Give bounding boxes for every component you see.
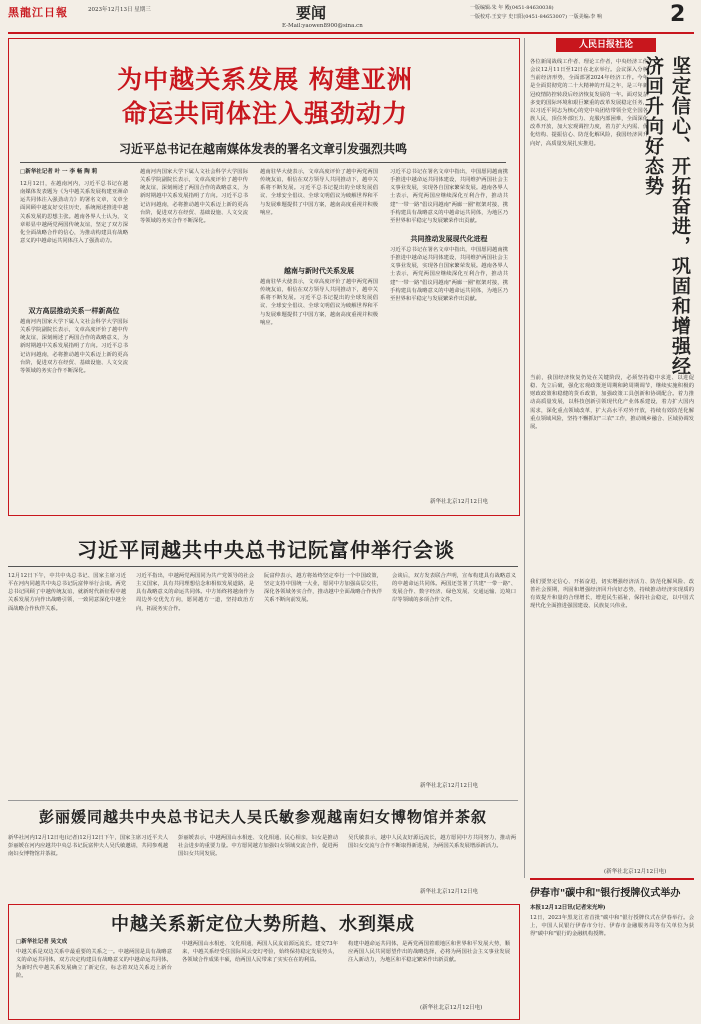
lead-col-3: 越南驻华大使表示，文章高度评价了越中两党两国传统友谊，相信在双方领导人共同推动下，越中关系将不断发展。习近平总书记提出的全球发展倡议、全球安全倡议、全球文明倡议为破解世界和平与发展难题提供了中国方案，越南高度重视并积极响应。 — [260, 169, 378, 216]
staff-line-1: 一版编辑:朱 年 殿(0451-84630038) — [470, 5, 554, 11]
story4-col-1: 中越关系是双边关系中最重要的关系之一。中越两国是具有战略意义的命运共同体，双方决定构建具有战略意义的中越命运共同体，为新时代中越关系发展确立了新定位，标志着双边关系迈上新台阶。 — [16, 949, 172, 980]
lead-subtitle-rule — [20, 162, 506, 163]
story4-byline: □新华社记者 吴文成 — [16, 939, 68, 945]
lead-subhead-2: 越南与新时代关系发展 — [284, 267, 354, 275]
page-number: 2 — [670, 2, 686, 27]
story3-col-1: 新华社河内12月12日电(记者)12月12日下午，国家主席习近平夫人彭丽媛在河内应越共中央总书记阮富仲夫人吴氏敏邀请，共同参观越南妇女博物馆并茶叙。 — [8, 835, 168, 858]
lead-col-2: 越南河内国家大学下属人文社会科学大学国际关系学院副院长表示，文章高度评价了越中传统友谊，深刻阐述了两国合作的战略意义，为新时期越中关系发展指明了方向。习近平总书记访问越南，必将推动越中关系迈上新的更高台阶，促进双方在经贸、基础设施、人文交流等领域的务实合作不断深化。 — [140, 169, 248, 224]
story2-col-3: 阮富仲表示，越方将始终坚定奉行一个中国政策，坚定支持中国统一大业，愿同中方加强高层交往，深化各领域务实合作，推动越中全面战略合作伙伴关系不断向前发展。 — [264, 573, 382, 604]
lead-subhead-3: 共同推动发展现代化进程 — [410, 235, 488, 243]
story3-title: 彭丽媛同越共中央总书记夫人吴氏敏参观越南妇女博物馆并茶叙 — [38, 808, 487, 826]
story3-col-2: 彭丽媛表示，中越两国山水相连、文化相通、民心相亲，妇女是推动社会进步的重要力量。中方愿同越方加强妇女领域交流合作，促进两国妇女共同发展。 — [178, 835, 338, 858]
story3-col-3: 吴氏敏表示，越中人民友好源远流长，越方愿同中方共同努力，推动两国妇女交流与合作不断取得新进展，为两国关系发展增添新活力。 — [348, 835, 516, 850]
section-title: 要闻 — [296, 4, 327, 22]
story2-rule — [8, 566, 518, 567]
commentary-col-1: 各位新闻战线工作者、理论工作者，中央经济工作会议12月11日至12日在北京举行。会议深入分析当前经济形势，全面部署2024年经济工作。今年是全面贯彻党的二十大精神的开局之年，是三年新冠疫情防控转段后经济恢复发展的一年。面对复杂多变的国际环境和艰巨繁重的改革发展稳定任务，以习近平同志为核心的党中央团结带领全党全国各族人民，顶住外部压力、克服内部困难，全面深化改革开放，加大宏观调控力度，着力扩大内需、优化结构、提振信心、防范化解风险，我国经济回升向好，高质量发展扎实推进。 — [530, 59, 648, 147]
lead-story-subtitle: 习近平总书记在越南媒体发表的署名文章引发强烈共鸣 — [118, 142, 407, 156]
story2-title: 习近平同越共中央总书记阮富仲举行会谈 — [77, 538, 455, 562]
story3-top-rule — [8, 800, 518, 801]
lead-dateline: 新华社北京12月12日电 — [430, 499, 488, 505]
staff-line-2: 一版校对:王安宇 史日阳(0451-84653007) 一版美编:李 响 — [470, 14, 602, 20]
lead-col-4b: 习近平总书记在署名文章中指出，中国愿同越南携手推进中越命运共同体建设，共同维护两国社会主义事业发展，实现各自国家繁荣发展。越南各界人士表示，两党两国应继续深化互利合作，推动共建"一带一路"倡议同越南"两廊一圈"框架对接，携手构建具有战略意义的中越命运共同体，为地区乃至世界和平稳定与发展繁荣作出贡献。 — [390, 247, 508, 302]
commentary-col-2: 当前，我国经济恢复仍处在关键阶段，必须坚持稳中求进、以进促稳、先立后破，强化宏观政策逆周期和跨周期调节，继续实施积极的财政政策和稳健的货币政策，加强政策工具创新和协调配合。着力推动高质量发展，以科技创新引领现代化产业体系建设，着力扩大国内需求，深化重点领域改革，扩大高水平对外开放，持续有效防范化解重点领域风险，坚持不懈抓好"三农"工作，推动城乡融合、区域协调发展。 — [530, 375, 694, 430]
lead-col-1b: 越南河内国家大学下属人文社会科学大学国际关系学院副院长表示，文章高度评价了越中传统友谊，深刻阐述了两国合作的战略意义，为新时期越中关系发展指明了方向。习近平总书记访问越南，必将推动越中关系迈上新的更高台阶，促进双方在经贸、基础设施、人文交流等领域的务实合作不断深化。 — [20, 319, 128, 374]
story5-top-rule — [530, 878, 694, 880]
lead-col-3b: 越南驻华大使表示，文章高度评价了越中两党两国传统友谊，相信在双方领导人共同推动下，越中关系将不断发展。习近平总书记提出的全球发展倡议、全球安全倡议、全球文明倡议为破解世界和平与发展难题提供了中国方案，越南高度重视并积极响应。 — [260, 279, 378, 326]
commentary-col-3: 我们要坚定信心、开拓奋进，切实增强经济活力、防范化解风险、改善社会预期，巩固和增强经济回升向好态势，持续推动经济实现质的有效提升和量的合理增长，增进民生福祉，保持社会稳定，以中国式现代化全面推进强国建设、民族复兴伟业。 — [530, 579, 694, 610]
story4-title: 中越关系新定位大势所趋、水到渠成 — [111, 914, 415, 935]
story2-col-2: 习近平指出，中越两党两国同为共产党领导的社会主义国家，具有共同理想信念和相似发展道路，是具有战略意义的命运共同体。中方始终将越南作为周边外交优先方向，愿同越方一道，坚持政治方向，拓展务实合作。 — [136, 573, 254, 612]
lead-byline: □新华社记者 叶 一 李 畅 陶 莉 — [20, 169, 98, 175]
lead-subhead-1: 双方高层推动关系一样新高位 — [28, 307, 120, 315]
story5-body: 12日，2023年黑龙江省首批"碳中和"银行授牌仪式在伊春举行。会上，中国人民银行伊春市分行、伊春市金融服务局等有关单位为获得"碳中和"银行的金融机构授牌。 — [530, 915, 694, 938]
story2-col-4: 会谈后，双方发表联合声明，宣布构建具有战略意义的中越命运共同体。两国还签署了共建"一带一路"、发展合作、数字经济、绿色发展、交通运输、边境口岸等领域的多项合作文件。 — [392, 573, 516, 604]
issue-date: 2023年12月13日 星期三 — [88, 7, 151, 13]
story5-byline: 本报12月12日讯(记者宋光坤) — [530, 905, 606, 911]
story4-col-3: 构建中越命运共同体，是两党两国着眼地区和世界和平发展大势，顺应两国人民共同愿望作出的战略选择，必将为两国社会主义事业发展注入新动力，为地区和平稳定繁荣作出新贡献。 — [348, 941, 510, 964]
story4-dateline: (新华社北京12月12日电) — [420, 1005, 483, 1011]
right-column-divider — [524, 38, 525, 878]
story4-col-2: 中越两国山水相连、文化相通，两国人民友谊源远流长。建交73年来，中越关系经受住国际风云变幻考验，始终保持稳定发展势头，各领域合作成果丰硕，给两国人民带来了实实在在的利益。 — [182, 941, 338, 964]
commentary-dateline: (新华社北京12月12日电) — [604, 869, 667, 875]
commentary-title: 坚定信心、开拓奋进，巩固和增强经济回升向好态势 — [642, 56, 691, 376]
lead-col-4: 习近平总书记在署名文章中指出，中国愿同越南携手推进中越命运共同体建设，共同维护两国社会主义事业发展，实现各自国家繁荣发展。越南各界人士表示，两党两国应继续深化互利合作，推动共建"一带一路"倡议同越南"两廊一圈"框架对接，携手构建具有战略意义的中越命运共同体，为地区乃至世界和平稳定与发展繁荣作出贡献。 — [390, 169, 508, 224]
story5-title: 伊春市"碳中和"银行授牌仪式举办 — [530, 888, 681, 899]
story2-dateline: 新华社北京12月12日电 — [420, 783, 478, 789]
section-email: E-Mail:yaowen8900@sina.cn — [282, 23, 363, 29]
lead-col-1: 12月12日，在越南河内，习近平总书记在越南媒体发表题为《为中越关系发展构建亚洲命运共同体注入强劲动力》的署名文章，文章全面回顾中越友好交往历史，系统阐述推进中越关系发展的思想主张。越南各界人士认为，文章彰显中越两党两国传统友谊，坚定了双方深化全面战略合作的信心，为推动构建具有战略意义的中越命运共同体注入了强劲动力。 — [20, 181, 128, 245]
masthead-rule — [8, 32, 694, 34]
story3-dateline: 新华社北京12月12日电 — [420, 889, 478, 895]
story2-col-1: 12月12日下午，中共中央总书记、国家主席习近平在河内同越共中央总书记阮富仲举行会谈。两党总书记回顾了中越传统友谊，就新时代新征程中越关系发展方向作出战略引领，一致同意深化中越全面战略合作伙伴关系。 — [8, 573, 126, 612]
lead-story-title-line1: 为中越关系发展 构建亚洲 — [117, 65, 413, 94]
lead-story-title-line2: 命运共同体注入强劲动力 — [121, 99, 408, 128]
commentary-tag: 人民日报社论 — [556, 38, 656, 52]
paper-logo: 黑龍江日報 — [8, 6, 68, 19]
